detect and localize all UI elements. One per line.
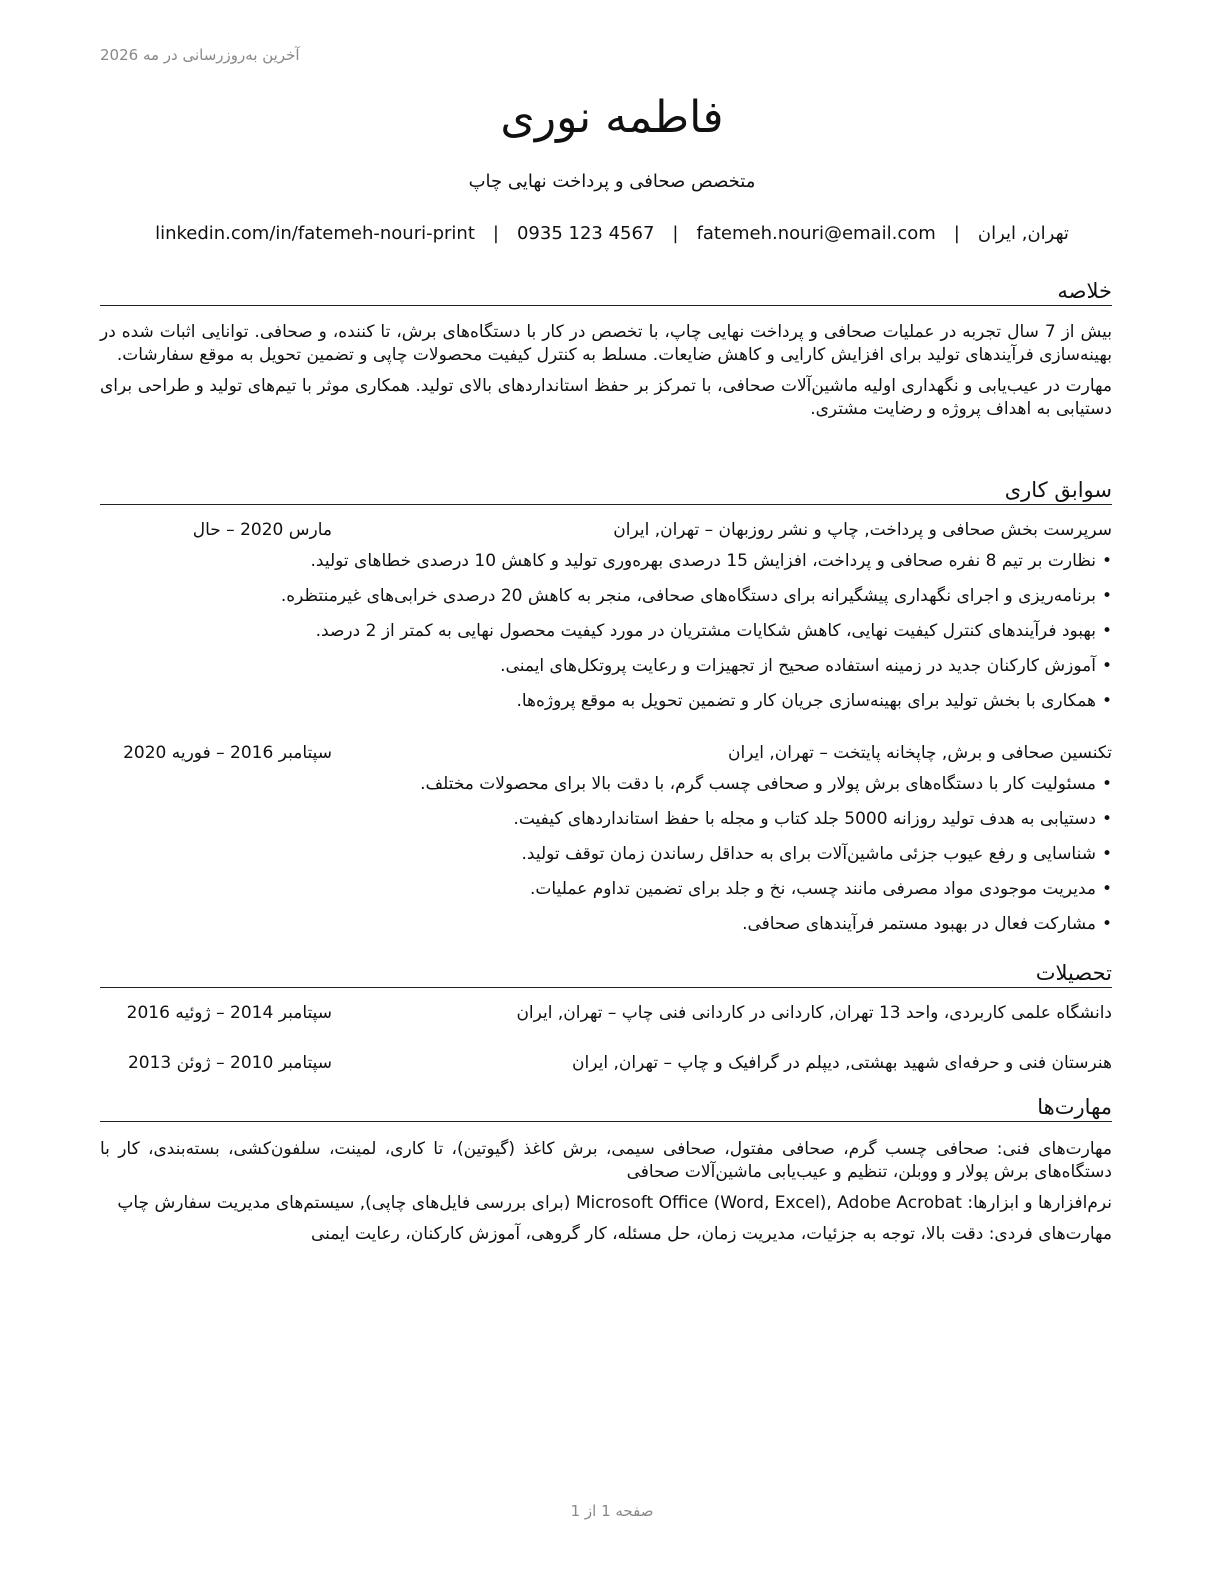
- education-dates: سپتامبر 2014 – ژوئیه 2016: [126, 1003, 332, 1023]
- bullet-text: برنامه‌ریزی و اجرای نگهداری پیشگیرانه برای دستگاه‌های صحافی، منجر به کاهش 20 درصدی خرابی‌های غیرمنتظره.: [280, 586, 1096, 606]
- list-item: [100, 807, 1112, 842]
- bullet-dot-icon: •: [1101, 621, 1112, 641]
- job-bullet-list: [100, 772, 1112, 947]
- last-updated-note: آخرین به‌روزرسانی در مه 2026: [100, 46, 300, 64]
- list-item: [100, 584, 1112, 619]
- contact-separator: |: [953, 223, 960, 244]
- job-header: [100, 741, 1112, 765]
- list-item: [100, 912, 1112, 947]
- bullet-text: نظارت بر تیم 8 نفره صحافی و پرداخت، افزایش 15 درصدی بهره‌وری تولید و کاهش 10 درصدی خطاهای تولید.: [310, 551, 1096, 571]
- bullet-dot-icon: •: [1101, 879, 1112, 899]
- list-item: [100, 549, 1112, 584]
- contact-linkedin[interactable]: linkedin.com/in/fatemeh-nouri-print: [155, 223, 475, 244]
- bullet-dot-icon: •: [1101, 551, 1112, 571]
- summary-section: [100, 321, 1112, 429]
- job-dates: سپتامبر 2016 – فوریه 2020: [123, 743, 332, 763]
- contact-phone[interactable]: 0935 123 4567: [516, 223, 655, 244]
- contact-location: تهران, ایران: [977, 223, 1069, 244]
- contact-email[interactable]: fatemeh.nouri@email.com: [696, 223, 936, 244]
- bullet-text: مسئولیت کار با دستگاه‌های برش پولار و صحافی چسب گرم، با دقت بالا برای محصولات مختلف.: [420, 774, 1096, 794]
- section-heading-summary: خلاصه: [100, 278, 1112, 306]
- list-item: [100, 689, 1112, 724]
- bullet-dot-icon: •: [1101, 691, 1112, 711]
- bullet-text: مشارکت فعال در بهبود مستمر فرآیندهای صحافی.: [742, 914, 1096, 934]
- bullet-dot-icon: •: [1101, 656, 1112, 676]
- page-number: صفحه 1 از 1: [570, 1502, 654, 1520]
- list-item: [100, 619, 1112, 654]
- section-heading-experience: سوابق کاری: [100, 477, 1112, 505]
- bullet-dot-icon: •: [1101, 586, 1112, 606]
- education-item: [100, 1001, 1112, 1025]
- bullet-dot-icon: •: [1101, 774, 1112, 794]
- summary-paragraph: بیش از 7 سال تجربه در عملیات صحافی و پرداخت نهایی چاپ، با تخصص در کار با دستگاه‌های برش، تا کننده، و صحافی. توانایی اثبات شده در بهینه‌سازی فرآیندهای تولید برای افزایش کارایی و کاهش ضایعات. مسلط به کنترل کیفیت محصولات چاپی و تضمین تحویل به موقع سفارشات.: [100, 322, 1112, 365]
- bullet-text: همکاری با بخش تولید برای بهینه‌سازی جریان کار و تضمین تحویل به موقع پروژه‌ها.: [516, 691, 1096, 711]
- skills-section: [100, 1138, 1112, 1254]
- job-title: تکنسین صحافی و برش, چاپخانه پایتخت – تهران, ایران: [727, 743, 1112, 763]
- contact-separator: |: [492, 223, 499, 244]
- section-heading-education: تحصیلات: [100, 960, 1112, 988]
- summary-paragraph: مهارت در عیب‌یابی و نگهداری اولیه ماشین‌آلات صحافی، با تمرکز بر حفظ استانداردهای بالای تولید. همکاری موثر با تیم‌های تولید و طراحی برای دستیابی به اهداف پروژه و رضایت مشتری.: [100, 376, 1112, 419]
- bullet-text: شناسایی و رفع عیوب جزئی ماشین‌آلات برای به حداقل رساندن زمان توقف تولید.: [521, 844, 1096, 864]
- job-dates: مارس 2020 – حال: [192, 520, 332, 540]
- bullet-text: آموزش کارکنان جدید در زمینه استفاده صحیح از تجهیزات و رعایت پروتکل‌های ایمنی.: [500, 656, 1096, 676]
- bullet-text: بهبود فرآیندهای کنترل کیفیت نهایی، کاهش شکایات مشتریان در مورد کیفیت محصول نهایی به کمتر از 2 درصد.: [315, 621, 1096, 641]
- bullet-dot-icon: •: [1101, 844, 1112, 864]
- education-dates: سپتامبر 2010 – ژوئن 2013: [127, 1053, 332, 1073]
- job-title: سرپرست بخش صحافی و پرداخت, چاپ و نشر روزبهان – تهران, ایران: [613, 520, 1112, 540]
- education-item: [100, 1051, 1112, 1075]
- candidate-title: متخصص صحافی و پرداخت نهایی چاپ: [468, 171, 756, 192]
- list-item: [100, 654, 1112, 689]
- contact-line: [0, 223, 1224, 244]
- section-heading-skills: مهارت‌ها: [100, 1094, 1112, 1122]
- bullet-dot-icon: •: [1101, 809, 1112, 829]
- job-header: [100, 518, 1112, 542]
- list-item: [100, 772, 1112, 807]
- contact-separator: |: [672, 223, 679, 244]
- skills-line: مهارت‌های فنی: صحافی چسب گرم، صحافی مفتول، صحافی سیمی، برش کاغذ (گیوتین)، تا کاری، لمینت، سلفون‌کشی، بسته‌بندی، کار با دستگاه‌های برش پولار و ووبلن، تنظیم و عیب‌یابی ماشین‌آلات صحافی: [100, 1139, 1112, 1182]
- skills-line: مهارت‌های فردی: دقت بالا، توجه به جزئیات، مدیریت زمان، حل مسئله، کار گروهی، آموزش کارکنان، رعایت ایمنی: [310, 1224, 1112, 1244]
- bullet-text: دستیابی به هدف تولید روزانه 5000 جلد کتاب و مجله با حفظ استانداردهای کیفیت.: [513, 809, 1096, 829]
- candidate-name: فاطمه نوری: [500, 92, 724, 143]
- list-item: [100, 877, 1112, 912]
- education-title: هنرستان فنی و حرفه‌ای شهید بهشتی, دیپلم در گرافیک و چاپ – تهران, ایران: [572, 1053, 1112, 1073]
- list-item: [100, 842, 1112, 877]
- bullet-text: مدیریت موجودی مواد مصرفی مانند چسب، نخ و جلد برای تضمین تداوم عملیات.: [529, 879, 1096, 899]
- skills-line: نرم‌افزارها و ابزارها: Microsoft Office (Word, Excel), Adobe Acrobat (برای بررسی فایل‌های چاپی), سیستم‌های مدیریت سفارش چاپ: [117, 1193, 1112, 1213]
- job-bullet-list: [100, 549, 1112, 724]
- education-title: دانشگاه علمی کاربردی، واحد 13 تهران, کاردانی در کاردانی فنی چاپ – تهران, ایران: [516, 1003, 1112, 1023]
- bullet-dot-icon: •: [1101, 914, 1112, 934]
